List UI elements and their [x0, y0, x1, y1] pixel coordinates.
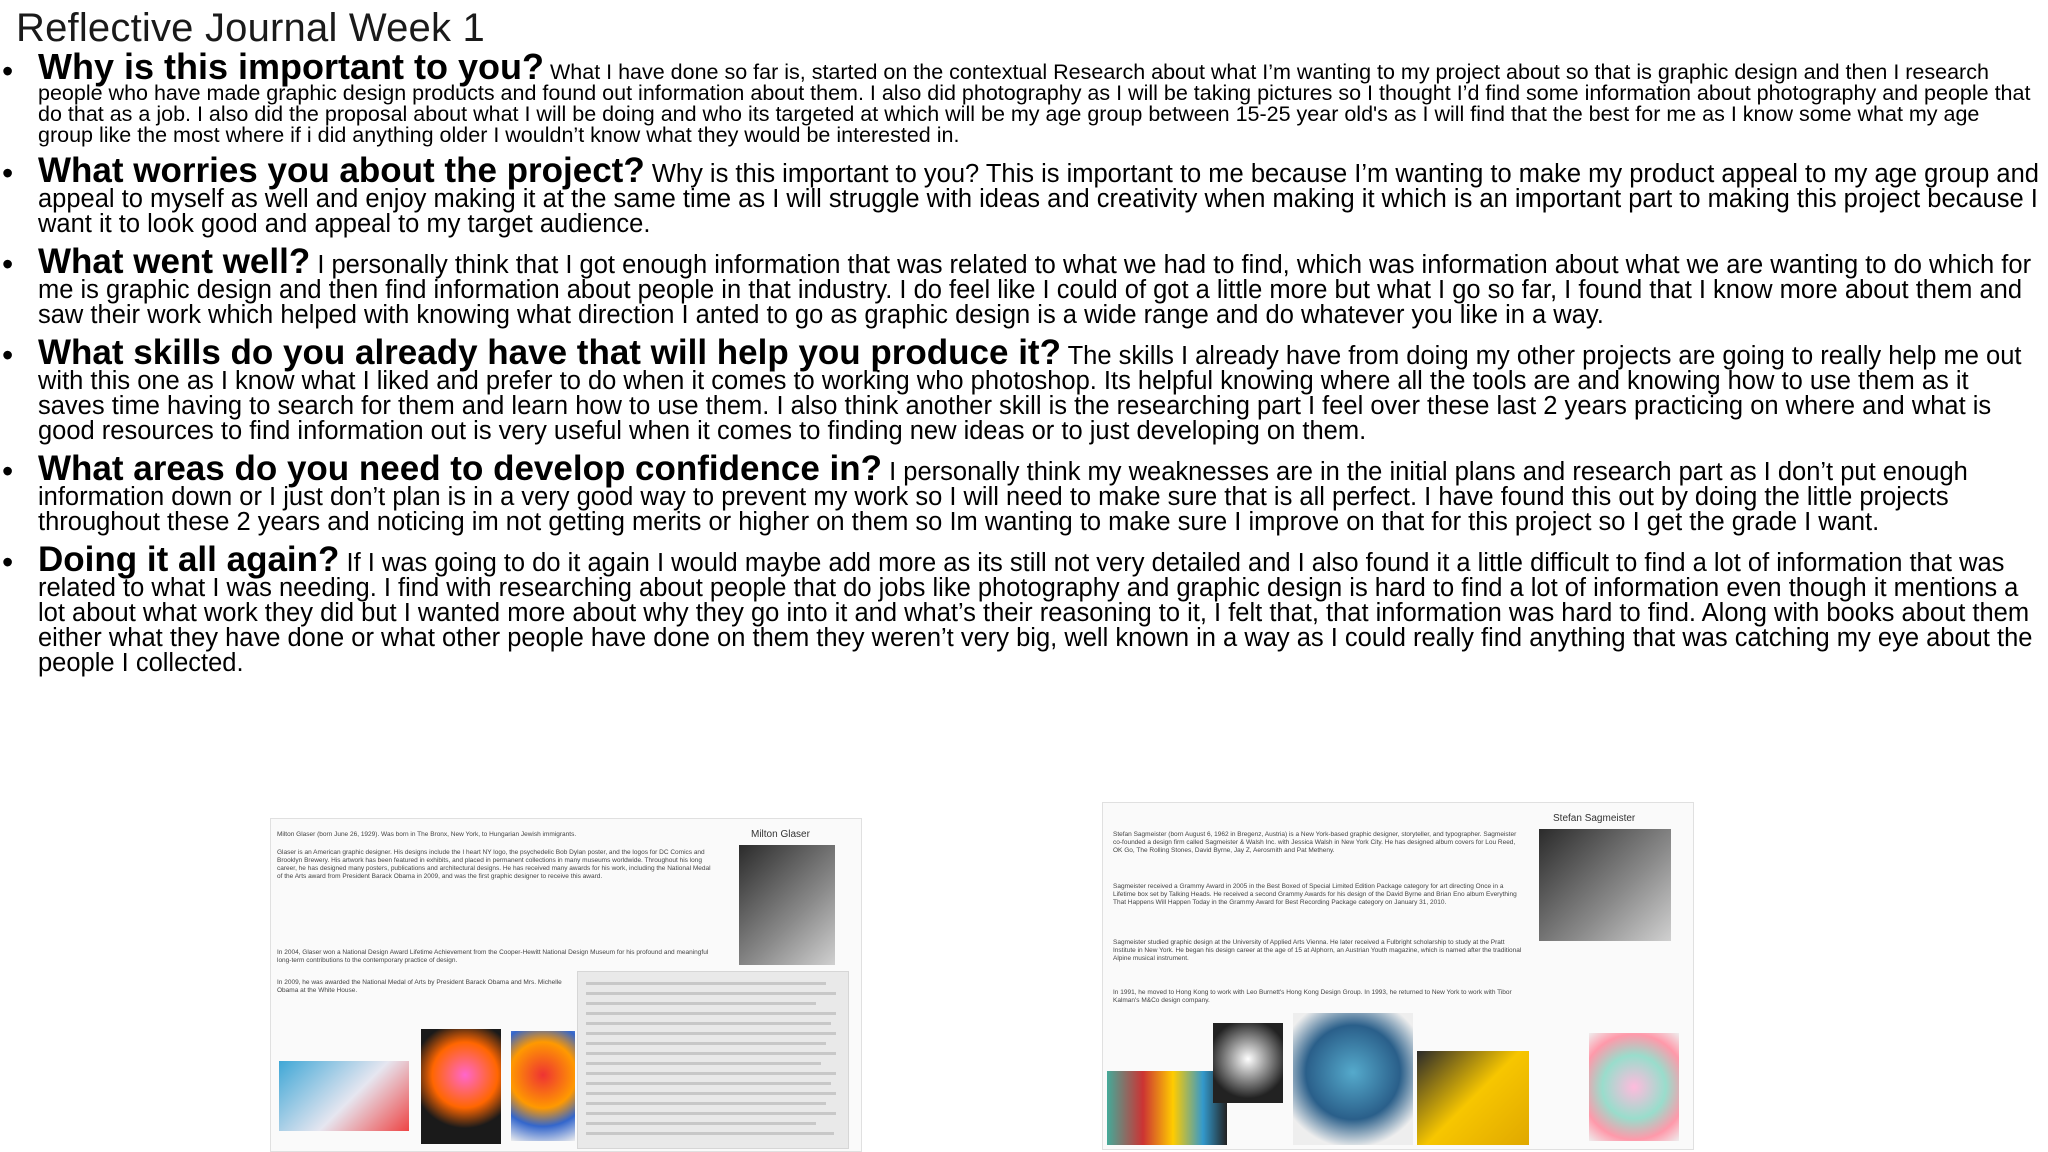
question-heading: What skills do you already have that will help you produce it? — [38, 333, 1061, 372]
aretha-poster-thumbnail — [511, 1031, 575, 1141]
bio-paragraph: Glaser is an American graphic designer. His designs include the I heart NY logo, the psychedelic Bob Dylan poster, and the logos for DC Comics and Brooklyn Brewery. His artwork has been featured in exhibits, and placed in permanent collections in many museums worldwide. Throughout his long career, he has designed many posters, publications and architectural designs. He has received many awards for his work, including the National Medal of the Arts award from President Barack Obama in 2009, and was the first graphic designer to receive this award. — [277, 849, 711, 880]
bio-paragraph: Milton Glaser (born June 26, 1929). Was born in The Bronx, New York, to Hungarian Jewish immigrants. — [277, 831, 577, 838]
answer-text: The skills I already have from doing my other projects are going to really help me out with this one as I know what I liked and prefer to do when it comes to working who photoshop. Its helpful knowing where all the tools are and knowing how to use them as it saves time having to search for them and learn how to use them. I also think another skill is the researching part I feel over these last 2 years practicing on where and what is good resources to find information out is very useful when it comes to finding new ideas or to just developing on them. — [38, 342, 2022, 445]
portrait-photo — [739, 845, 835, 965]
article-clipping — [577, 971, 849, 1149]
bio-paragraph: In 1991, he moved to Hong Kong to work with Leo Burnett's Hong Kong Design Group. In 1993, he returned to New York to work with Tibor Kalman's M&Co design company. — [1113, 989, 1512, 1004]
artwork-thumbnail — [1417, 1051, 1529, 1145]
portrait-photo — [1539, 829, 1671, 941]
bullet-importance — [0, 46, 2040, 147]
answer-text: I personally think that I got enough information that was related to what we had to find, which was information about what we are wanting to do which for me is graphic design and then find information about people in that industry. I do feel like I could of got a little more but what I go so far, I found that I know more about them and saw their work which helped with knowing what direction I anted to go as graphic design is a wide range and do whatever you like in a way. — [38, 251, 2032, 329]
bullet-went-well — [0, 242, 2040, 329]
answer-text: What I have done so far is, started on the contextual Research about what I’m wanting to my project about so that is graphic design and then I research people who have made graphic design products and found out information about them. I also did photography as I will be taking pictures so I thought I’d find some information about photography and people that do that as a job. I also did the proposal about what I will be doing and who its targeted at which will be my age group between 15-25 year old's as I will find that the best for me as I know some what my age group like the most where if i did anything older I wouldn’t know what they would be interested in. — [38, 60, 2031, 147]
bullet-confidence — [0, 449, 2040, 536]
bio-paragraph: In 2009, he was awarded the National Medal of Arts by President Barack Obama and Mrs. Michelle Obama at the White House. — [277, 979, 562, 994]
bullet-doing-again — [0, 540, 2040, 677]
bio-paragraph: Stefan Sagmeister (born August 6, 1962 in Bregenz, Austria) is a New York-based graphic designer, storyteller, and typographer. Sagmeister co-founded a design firm called Sagmeister & Walsh Inc. with Jessica Walsh in New York City. He has designed album covers for Lou Reed, OK Go, The Rolling Stones, David Byrne, Jay Z, Aerosmith and Pat Metheny. — [1113, 831, 1517, 854]
artwork-thumbnail — [1107, 1071, 1227, 1145]
question-heading: Doing it all again? — [38, 540, 340, 579]
bio-paragraph: Sagmeister received a Grammy Award in 2005 in the Best Boxed of Special Limited Edition Package category for art directing Once in a Lifetime box set by Talking Heads. He received a second Grammy Awards for his design of the David Byrne and Brian Eno album Everything That Happens Will Happen Today in the Grammy Award for Best Recording Package category on January 31, 2010. — [1113, 883, 1517, 906]
research-panel-milton-glaser — [270, 818, 862, 1152]
answer-text: Why is this important to you? This is important to me because I’m wanting to make my product appeal to my age group and appeal to myself as well and enjoy making it at the same time as I will struggle with ideas and creativity when making it which is an important part to making this project because I want it to look good and appeal to my target audience. — [38, 160, 2039, 238]
answer-text: I personally think my weaknesses are in the initial plans and research part as I don’t put enough information down or I just don’t plan is in a very good way to prevent my work so I will need to make sure that is all perfect. I have found this out by doing the little projects throughout these 2 years and noticing im not getting merits or higher on them so Im wanting to make sure I improve on that for this project so I get the grade I want. — [38, 458, 1968, 536]
bullet-worries — [0, 151, 2040, 238]
artwork-thumbnail — [1589, 1033, 1679, 1141]
designer-name: Milton Glaser — [751, 829, 810, 840]
artwork-thumbnail — [1213, 1023, 1283, 1103]
journal-bullets — [0, 46, 2040, 688]
answer-text: If I was going to do it again I would maybe add more as its still not very detailed and I also found it a little difficult to find a lot of information that was related to what I was needing. I find with researching about people that do jobs like photography and graphic design is hard to find a lot of information even though it mentions a lot about what work they did but I wanted more about why they go into it and what’s their reasoning to it, I felt that, that information was hard to find. Along with books about them either what they have done or what other people have done on them they weren’t very big, well known in a way as I could really find anything that was catching my eye about the people I collected. — [38, 549, 2033, 677]
designer-name: Stefan Sagmeister — [1553, 813, 1636, 824]
artwork-thumbnail — [279, 1061, 409, 1131]
bob-dylan-poster-thumbnail — [421, 1029, 501, 1144]
question-heading: What worries you about the project? — [38, 151, 645, 190]
question-heading: What went well? — [38, 242, 311, 281]
bio-paragraph: In 2004, Glaser won a National Design Award Lifetime Achievement from the Cooper-Hewitt National Design Museum for his profound and meaningful long-term contributions to the contemporary practice of design. — [277, 949, 709, 964]
bio-paragraph: Sagmeister studied graphic design at the University of Applied Arts Vienna. He later received a Fulbright scholarship to study at the Pratt Institute in New York. He began his design career at the age of 15 at Alphorn, an Austrian Youth magazine, which is named after the traditional Alpine musical instrument. — [1113, 939, 1522, 962]
artwork-thumbnail — [1293, 1013, 1413, 1145]
research-panel-stefan-sagmeister — [1102, 802, 1694, 1150]
question-heading: Why is this important to you? — [38, 46, 544, 87]
bullet-skills — [0, 333, 2040, 445]
slide-title: Reflective Journal Week 1 — [16, 6, 485, 50]
question-heading: What areas do you need to develop confidence in? — [38, 449, 883, 488]
